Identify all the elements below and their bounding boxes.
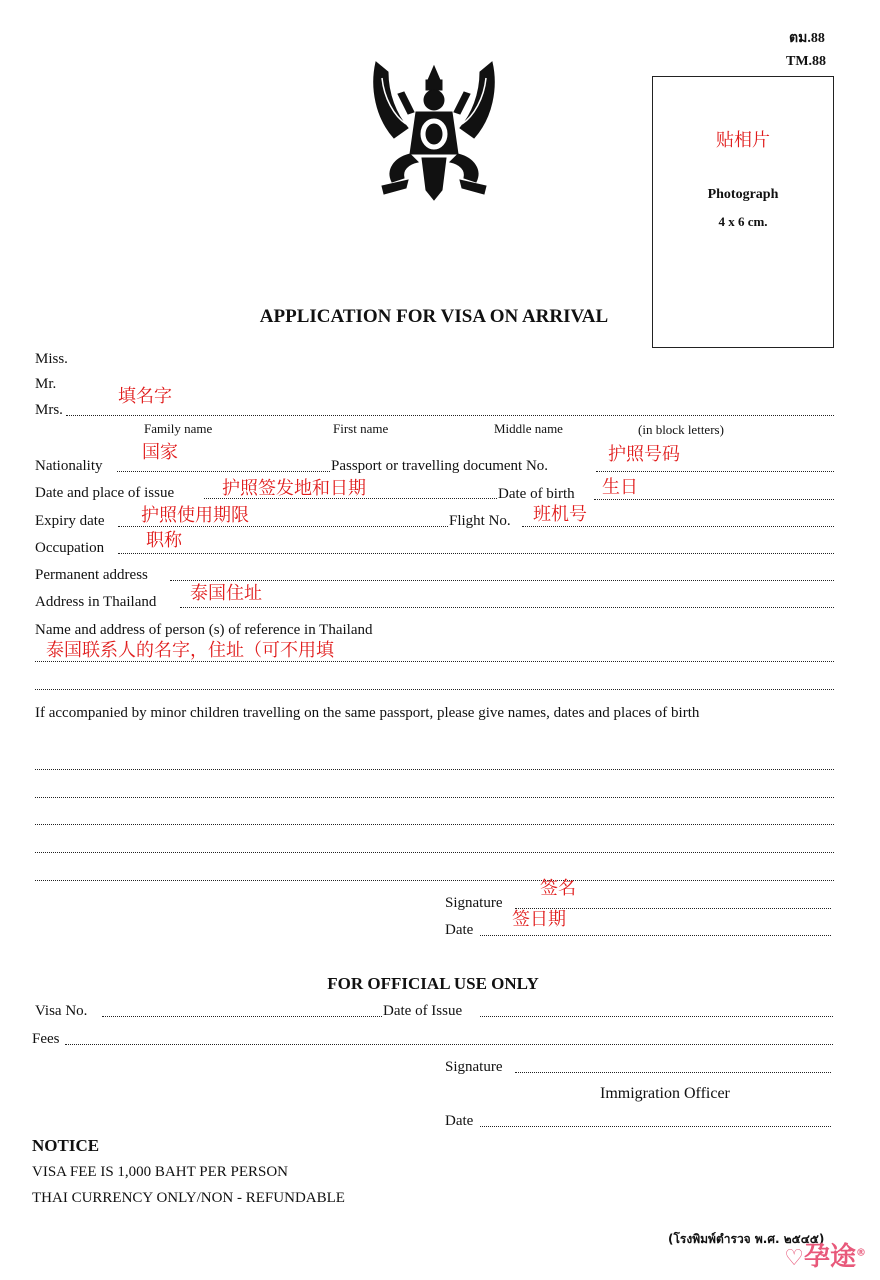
label-signature: Signature [445,895,503,911]
children-line-4[interactable] [35,852,834,853]
birth-note: 生日 [602,477,638,498]
label-thailand-address: Address in Thailand [35,594,157,610]
expiry-line[interactable] [118,526,448,527]
label-middle-name: Middle name [494,421,563,436]
label-permanent-address: Permanent address [35,567,148,583]
label-officer-signature: Signature [445,1059,503,1075]
label-occupation: Occupation [35,540,105,556]
officer-signature-line[interactable] [515,1072,831,1073]
occupation-line[interactable] [118,553,834,554]
passport-note: 护照号码 [608,444,680,465]
label-birth: Date of birth [498,486,575,502]
photo-label: Photograph [707,187,779,202]
date-line[interactable] [480,935,831,936]
reference-note: 泰国联系人的名字，住址（可不用填 [46,640,334,661]
label-date: Date [445,922,474,938]
label-reference: Name and address of person (s) of reference in Thailand [35,622,373,638]
label-nationality: Nationality [35,458,103,474]
issue-note: 护照签发地和日期 [222,478,366,499]
thailand-address-line[interactable] [180,607,834,608]
label-block-letters: (in block letters) [638,422,724,437]
name-note: 填名字 [118,386,172,407]
notice-line-2: THAI CURRENCY ONLY/NON - REFUNDABLE [32,1190,345,1206]
form-code-thai: ตม.88 [789,31,825,46]
date-of-issue-line[interactable] [480,1016,833,1017]
label-date-of-issue: Date of Issue [383,1003,463,1019]
official-use-heading: FOR OFFICIAL USE ONLY [327,974,539,993]
nationality-note: 国家 [142,442,178,463]
label-expiry: Expiry date [35,513,105,529]
signature-note: 签名 [540,878,576,899]
watermark-text: 孕途 [803,1242,856,1272]
heart-icon: ♡ [784,1246,804,1271]
name-line[interactable] [66,415,834,416]
flight-line[interactable] [522,526,834,527]
registered-icon: ® [856,1247,866,1259]
occupation-note: 职称 [146,530,182,551]
reference-line-1[interactable] [35,661,834,662]
printer-mark: (โรงพิมพ์ตำรวจ พ.ศ. ๒๕๔๕) [668,1232,825,1246]
expiry-note: 护照使用期限 [141,505,249,526]
title-mrs: Mrs. [35,402,63,418]
form-title: APPLICATION FOR VISA ON ARRIVAL [259,306,609,327]
title-miss: Miss. [35,351,68,367]
label-fees: Fees [32,1031,60,1047]
photo-note: 贴相片 [716,130,770,151]
children-line-5[interactable] [35,880,834,881]
officer-date-line[interactable] [480,1126,831,1127]
garuda-emblem [368,58,500,204]
label-family-name: Family name [144,421,213,436]
reference-line-2[interactable] [35,689,834,690]
date-note: 签日期 [512,909,566,930]
label-visa-no: Visa No. [35,1003,88,1019]
label-first-name: First name [333,421,389,436]
label-flight: Flight No. [449,513,511,529]
children-instructions: If accompanied by minor children travelling on the same passport, please give names, dates and places of birth [35,705,700,721]
thailand-address-note: 泰国住址 [190,583,262,604]
fees-line[interactable] [65,1044,833,1045]
flight-note: 班机号 [533,504,587,525]
title-mr: Mr. [35,376,57,392]
nationality-line[interactable] [117,471,330,472]
watermark-logo [784,1236,866,1273]
permanent-address-line[interactable] [170,580,834,581]
form-code: TM.88 [786,54,827,69]
passport-line[interactable] [596,471,834,472]
notice-heading: NOTICE [32,1136,100,1155]
label-issue: Date and place of issue [35,485,175,501]
photo-size: 4 x 6 cm. [718,214,768,229]
birth-line[interactable] [594,499,834,500]
visa-no-line[interactable] [102,1016,382,1017]
children-line-1[interactable] [35,769,834,770]
children-line-3[interactable] [35,824,834,825]
notice-line-1: VISA FEE IS 1,000 BAHT PER PERSON [32,1164,289,1180]
label-officer-date: Date [445,1113,474,1129]
label-immigration-officer: Immigration Officer [600,1085,730,1102]
children-line-2[interactable] [35,797,834,798]
label-passport: Passport or travelling document No. [331,458,549,474]
